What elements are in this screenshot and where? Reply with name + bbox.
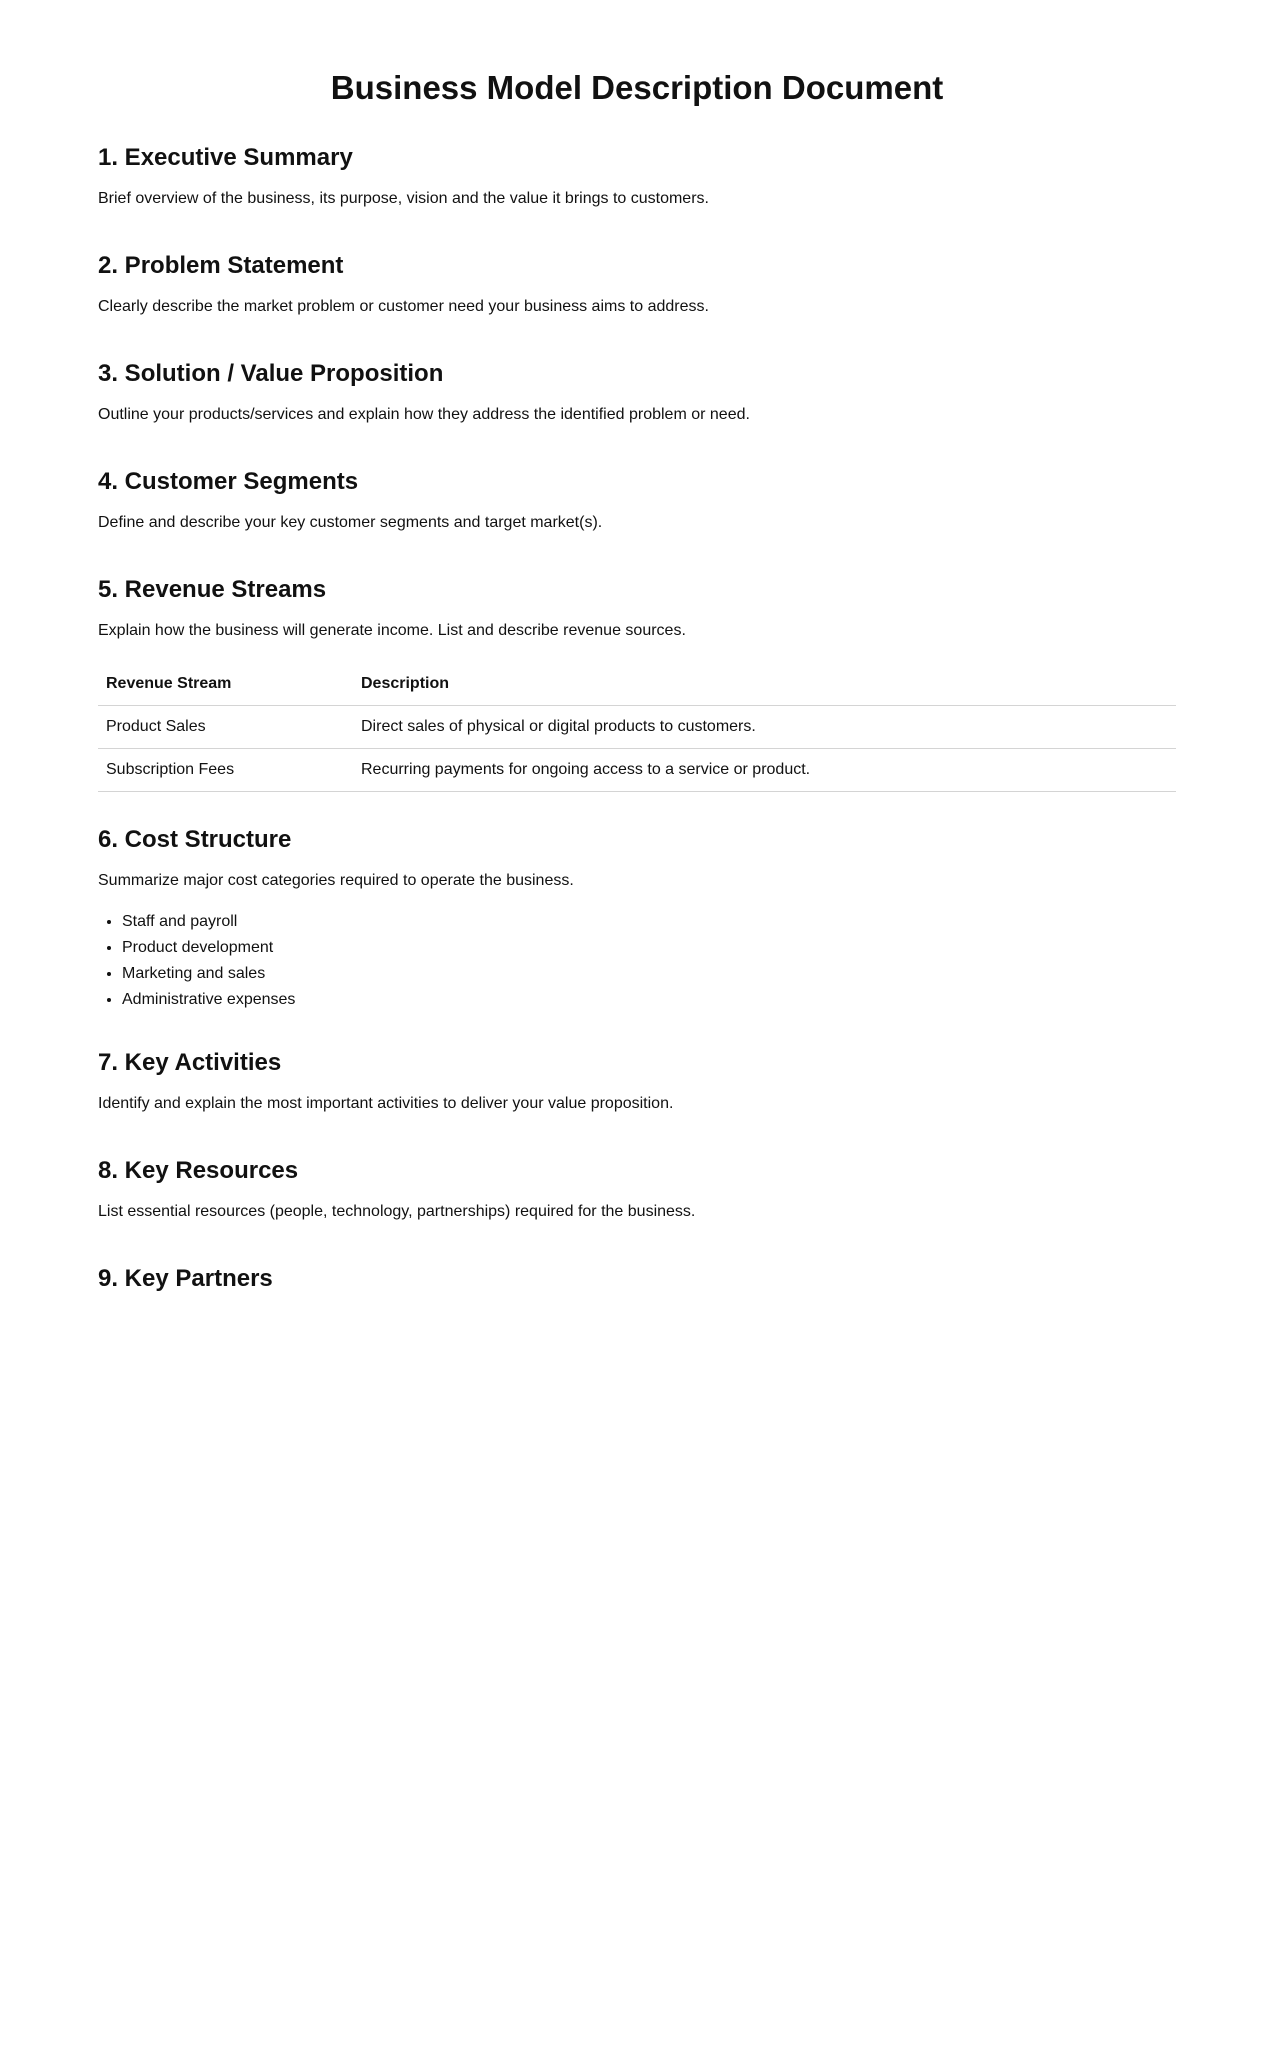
section-key-resources [98, 1155, 1176, 1223]
section-heading: 2. Problem Statement [98, 252, 344, 279]
section-text: Summarize major cost categories required to operate the business. [98, 872, 574, 889]
section-key-partners [98, 1263, 1176, 1295]
table-row [98, 706, 1176, 749]
section-heading: 1. Executive Summary [98, 144, 353, 171]
section-text: Clearly describe the market problem or customer need your business aims to address. [98, 298, 709, 315]
section-heading: 3. Solution / Value Proposition [98, 360, 444, 387]
table-header-cell: Revenue Stream [98, 662, 353, 706]
list-item: • Product development [122, 935, 1176, 961]
section-text: List essential resources (people, technology, partnerships) required for the business. [98, 1203, 696, 1220]
section-text: Outline your products/services and explain how they address the identified problem or need. [98, 406, 750, 423]
table-cell: Recurring payments for ongoing access to a service or product. [353, 749, 1176, 792]
list-item: • Marketing and sales [122, 961, 1176, 987]
document-page [98, 0, 1176, 1295]
section-heading: 5. Revenue Streams [98, 576, 327, 603]
section-heading: 7. Key Activities [98, 1049, 282, 1076]
section-revenue-streams [98, 574, 1176, 792]
section-text: Explain how the business will generate income. List and describe revenue sources. [98, 622, 686, 639]
section-problem-statement [98, 250, 1176, 318]
table-header-row [98, 662, 1176, 706]
section-text: Identify and explain the most important activities to deliver your value proposition. [98, 1095, 674, 1112]
table-header-cell: Description [353, 662, 1176, 706]
section-text: Define and describe your key customer segments and target market(s). [98, 514, 603, 531]
list-item: • Staff and payroll [122, 909, 1176, 935]
section-heading: 9. Key Partners [98, 1265, 273, 1292]
list-item: • Administrative expenses [122, 987, 1176, 1013]
section-executive-summary [98, 142, 1176, 210]
cost-list [98, 909, 1176, 1013]
section-heading: 6. Cost Structure [98, 826, 292, 853]
table-cell: Direct sales of physical or digital products to customers. [353, 706, 1176, 749]
section-heading: 4. Customer Segments [98, 468, 359, 495]
section-customer-segments [98, 466, 1176, 534]
table-cell: Subscription Fees [98, 749, 353, 792]
document-title: Business Model Description Document [330, 69, 944, 106]
section-key-activities [98, 1047, 1176, 1115]
table-cell: Product Sales [98, 706, 353, 749]
section-heading: 8. Key Resources [98, 1157, 299, 1184]
table-row [98, 749, 1176, 792]
section-cost-structure [98, 824, 1176, 1013]
section-text: Brief overview of the business, its purpose, vision and the value it brings to customers. [98, 190, 709, 207]
revenue-streams-table [98, 662, 1176, 792]
section-value-proposition [98, 358, 1176, 426]
